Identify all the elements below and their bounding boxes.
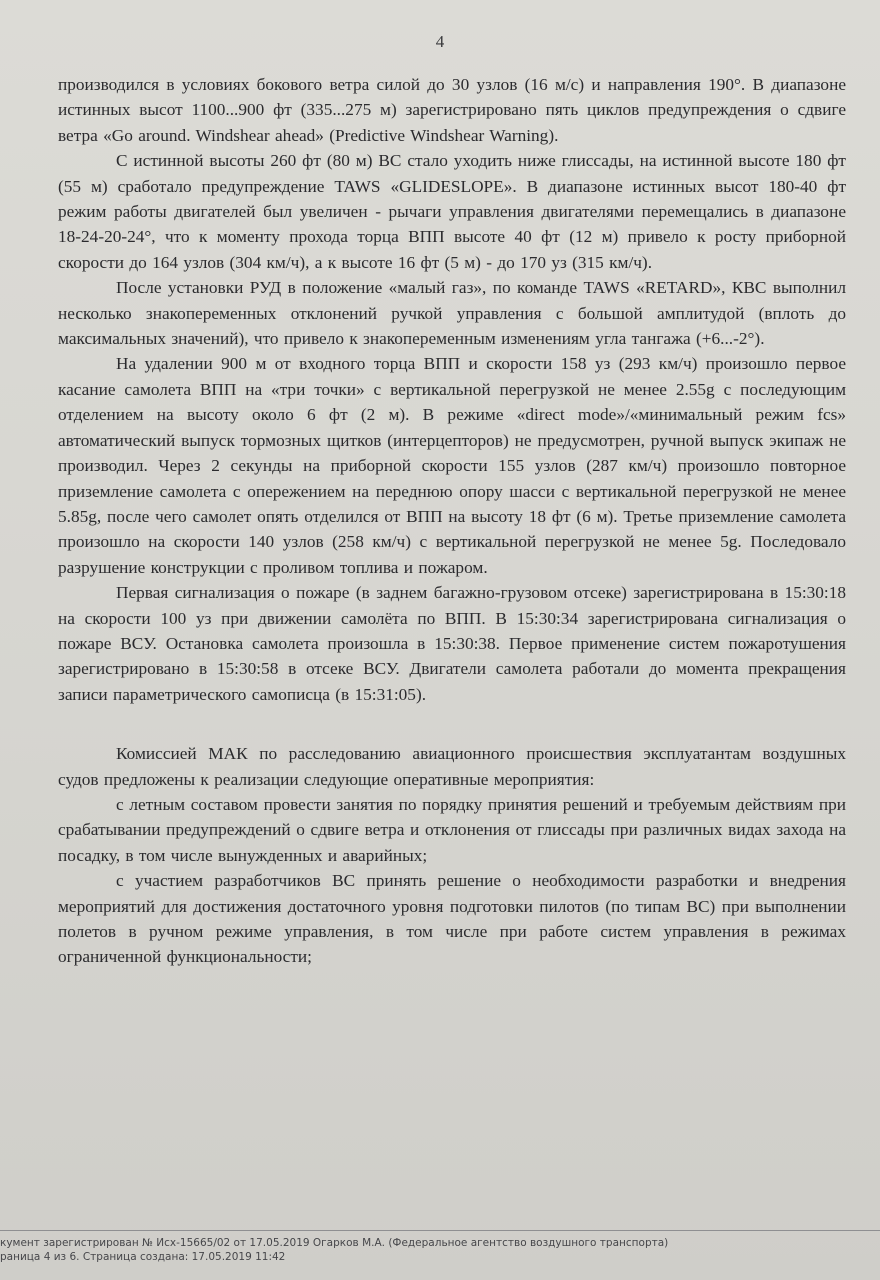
footer-page-info-line: раница 4 из 6. Страница создана: 17.05.2019 11:42 [0,1251,286,1263]
page-number: 4 [435,32,445,51]
paragraph-touchdown: На удалении 900 м от входного торца ВПП и скорости 158 уз (293 км/ч) произошло первое касание самолета ВПП на «три точки» с вертикальной перегрузкой не менее 2.55g с последующим отделением на высоту около 6 фт (2 м). В режиме «direct mode»/«минимальный режим fcs» автоматический выпуск тормозных щитков (интерцепторов) не предусмотрен, ручной выпуск экипаж не производил. Через 2 секунды на приборной скорости 155 узлов (287 км/ч) произошло повторное приземление самолета с опережением на переднюю опору шасси с вертикальной перегрузкой не менее 5.85g, после чего самолет опять отделился от ВПП на высоту 18 фт (6 м). Третье приземление самолета произошло на скорости 140 узлов (258 км/ч) с вертикальной перегрузкой не менее 5g. Последовало разрушение конструкции с проливом топлива и пожаром. [58,354,846,577]
paragraph-glideslope: С истинной высоты 260 фт (80 м) ВС стало уходить ниже глиссады, на истинной высоте 180 фт (55 м) сработало предупреждение TAWS «GLIDESLOPE». В диапазоне истинных высот 180-40 фт режим работы двигателей был увеличен - рычаги управления двигателями перемещались в диапазоне 18-24-20-24°, что к моменту прохода торца ВПП высоте 40 фт (12 м) привело к росту приборной скорости до 164 узлов (304 км/ч), а к высоте 16 фт (5 м) - до 170 уз (315 км/ч). [58,151,846,272]
paragraph-retard: После установки РУД в положение «малый газ», по команде TAWS «RETARD», КВС выполнил несколько знакопеременных отклонений ручкой управления с большой амплитудой (вплоть до максимальных значений), что привело к знакопеременным изменениям угла тангажа (+6...-2°). [58,278,846,349]
paragraph-continuation: производился в условиях бокового ветра силой до 30 узлов (16 м/с) и направления 190°. В диапазоне истинных высот 1100...900 фт (335...275 м) зарегистрировано пять циклов предупреждения о сдвиге ветра «Go around. Windshear ahead» (Predictive Windshear Warning). [58,75,846,145]
paragraph-fire-alarm: Первая сигнализация о пожаре (в заднем багажно-грузовом отсеке) зарегистрирована в 15:30:18 на скорости 100 уз при движении самолёта по ВПП. В 15:30:34 зарегистрирована сигнализация о пожаре ВСУ. Остановка самолета произошла в 15:30:38. Первое применение систем пожаротушения зарегистрировано в 15:30:58 в отсеке ВСУ. Двигатели самолета работали до момента прекращения записи параметрического самописца (в 15:31:05). [58,583,846,704]
paragraph-commission: Комиссией МАК по расследованию авиационного происшествия эксплуатантам воздушных судов предложены к реализации следующие оперативные мероприятия: [58,744,846,789]
list-item-training: с летным составом провести занятия по порядку принятия решений и требуемым действиям при срабатывании предупреждений о сдвиге ветра и отклонения от глиссады при различных видах захода на посадку, в том числе вынужденных и аварийных; [58,794,846,865]
footer-registration-line: кумент зарегистрирован № Исх-15665/02 от 17.05.2019 Огарков М.А. (Федеральное агентство воздушного транспорта) [0,1237,669,1249]
list-item-developers: с участием разработчиков ВС принять решение о необходимости разработки и внедрения мероприятий для достижения достаточного уровня подготовки пилотов (по типам ВС) при выполнении полетов в ручном режиме управления, в том числе при работе систем управления в режимах ограниченной функциональности; [58,871,846,967]
footer-divider [0,1230,880,1231]
document-body [58,72,846,970]
paragraph-gap [58,707,846,741]
registration-footer [0,1236,880,1264]
